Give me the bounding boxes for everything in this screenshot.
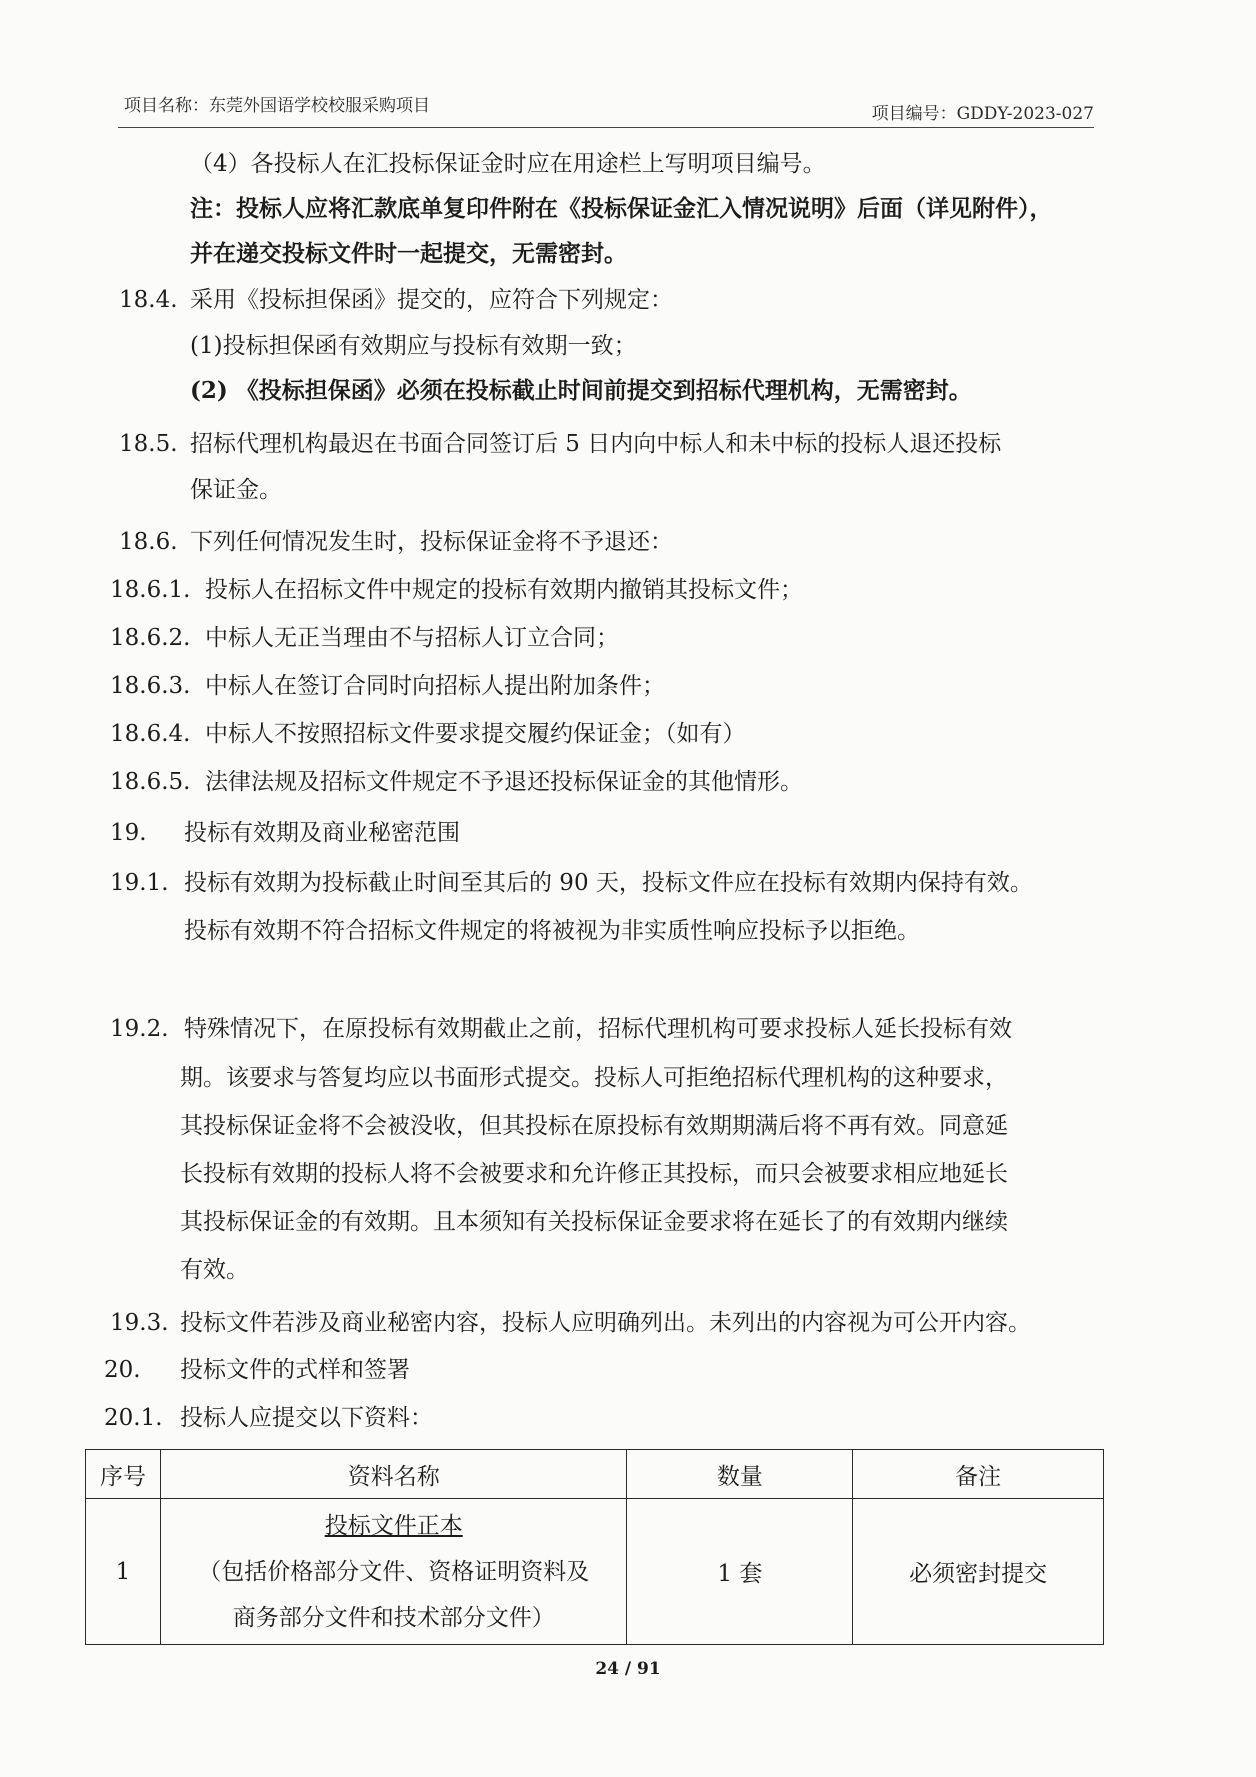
- section-text: 投标人应提交以下资料：: [180, 1405, 433, 1431]
- section-text: 特殊情况下，在原投标有效期截止之前，招标代理机构可要求投标人延长投标有效: [184, 1016, 1012, 1042]
- section-number: 18.6.1.: [110, 577, 191, 603]
- page-number: 24 / 91: [595, 1659, 661, 1679]
- section-18-5-line-2: 保证金。: [190, 477, 282, 503]
- section-19-2-line-3: 其投标保证金将不会被没收，但其投标在原投标有效期期满后将不再有效。同意延: [180, 1113, 1008, 1139]
- section-19-2-line-5: 其投标保证金的有效期。且本须知有关投标保证金要求将在延长了的有效期内继续: [180, 1209, 1008, 1235]
- table-header-row: [86, 1450, 1104, 1499]
- section-text: 采用《投标担保函》提交的，应符合下列规定：: [190, 287, 673, 313]
- document-name-cell: [160, 1499, 627, 1645]
- section-number: 19.: [110, 820, 147, 846]
- row-number: 1: [86, 1499, 161, 1645]
- documents-table: [85, 1449, 1104, 1645]
- section-number: 19.2.: [110, 1016, 169, 1042]
- section-number: 18.6.3.: [110, 673, 191, 699]
- project-code: 项目编号：GDDY-2023-027: [871, 104, 1094, 124]
- section-text: 下列任何情况发生时，投标保证金将不予退还：: [190, 529, 673, 555]
- section-number: 19.3.: [110, 1310, 169, 1336]
- section-number: 18.6.4.: [110, 721, 191, 747]
- section-text: 投标有效期为投标截止时间至其后的 90 天，投标文件应在投标有效期内保持有效。: [184, 870, 1033, 896]
- section-text: 招标代理机构最迟在书面合同签订后 5 日内向中标人和未中标的投标人退还投标: [190, 431, 1002, 457]
- section-number: 20.1.: [104, 1405, 163, 1431]
- section-19-2-line-4: 长投标有效期的投标人将不会被要求和允许修正其投标，而只会被要求相应地延长: [180, 1161, 1008, 1187]
- section-18-4-item-2: (2) 《投标担保函》必须在投标截止时间前提交到招标代理机构，无需密封。: [190, 377, 972, 404]
- column-header: 序号: [86, 1450, 161, 1499]
- document-desc-line-1: （包括价格部分文件、资格证明资料及: [198, 1558, 590, 1585]
- remark-cell: 必须密封提交: [853, 1499, 1104, 1645]
- section-number: 19.1.: [110, 870, 169, 896]
- table-row: [86, 1499, 1104, 1645]
- header-divider: [118, 127, 1094, 128]
- section-18-4-item-1: (1)投标担保函有效期应与投标有效期一致；: [190, 333, 637, 359]
- section-text: 中标人不按照招标文件要求提交履约保证金；（如有）: [205, 721, 746, 747]
- column-header: 资料名称: [160, 1450, 627, 1499]
- section-number: 18.6.2.: [110, 625, 191, 651]
- column-header: 备注: [853, 1450, 1104, 1499]
- document-title: 投标文件正本: [324, 1512, 463, 1539]
- section-title: 投标有效期及商业秘密范围: [184, 820, 460, 846]
- project-name: 项目名称：东莞外国语学校校服采购项目: [124, 96, 430, 116]
- section-text: 中标人在签订合同时向招标人提出附加条件；: [205, 673, 665, 699]
- column-header: 数量: [627, 1450, 853, 1499]
- section-text: 法律法规及招标文件规定不予退还投标保证金的其他情形。: [205, 769, 803, 795]
- paragraph-4: （4）各投标人在汇投标保证金时应在用途栏上写明项目编号。: [190, 151, 826, 177]
- section-number: 18.5.: [119, 431, 178, 457]
- section-19-2-line-2: 期。该要求与答复均应以书面形式提交。投标人可拒绝招标代理机构的这种要求，: [180, 1065, 1008, 1091]
- section-19-1-line-2: 投标有效期不符合招标文件规定的将被视为非实质性响应投标予以拒绝。: [184, 918, 920, 944]
- note-line-2: 并在递交投标文件时一起提交，无需密封。: [190, 240, 627, 267]
- section-text: 投标人在招标文件中规定的投标有效期内撤销其投标文件；: [205, 577, 803, 603]
- section-text: 中标人无正当理由不与招标人订立合同；: [205, 625, 619, 651]
- document-desc-line-2: 商务部分文件和技术部分文件）: [232, 1604, 555, 1631]
- note-line-1: 注：投标人应将汇款底单复印件附在《投标保证金汇入情况说明》后面（详见附件），: [190, 195, 1053, 222]
- quantity-cell: 1 套: [627, 1499, 853, 1645]
- section-title: 投标文件的式样和签署: [180, 1357, 410, 1383]
- section-19-2-line-6: 有效。: [180, 1257, 249, 1283]
- section-number: 18.6.: [119, 529, 178, 555]
- section-text: 投标文件若涉及商业秘密内容，投标人应明确列出。未列出的内容视为可公开内容。: [180, 1310, 1031, 1336]
- section-number: 20.: [104, 1357, 141, 1383]
- section-number: 18.6.5.: [110, 769, 191, 795]
- section-number: 18.4.: [119, 287, 178, 313]
